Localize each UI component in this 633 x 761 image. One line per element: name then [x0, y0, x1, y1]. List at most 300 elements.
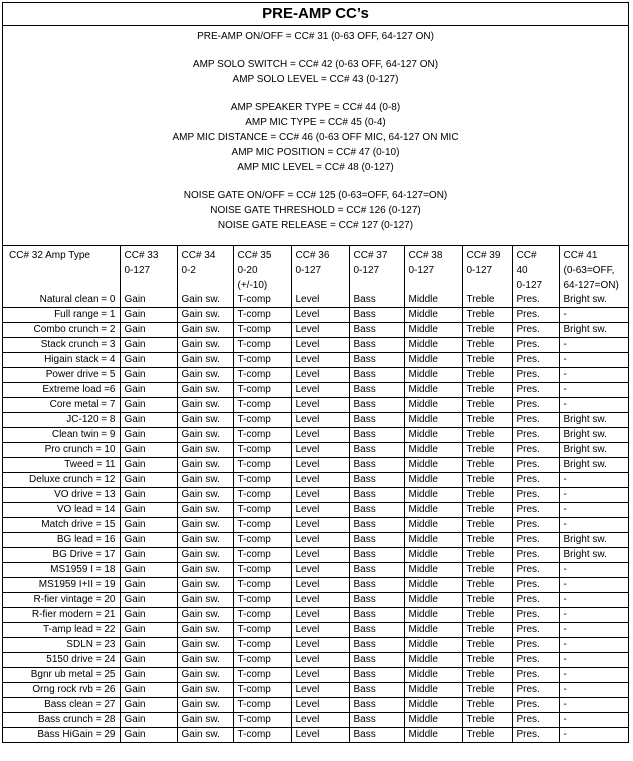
cc-info-block [3, 26, 628, 246]
amp-type-cell: MS1959 I+II = 19 [3, 578, 120, 593]
table-cell: Pres. [512, 503, 559, 518]
header-cell [120, 246, 177, 293]
table-cell: Middle [404, 488, 462, 503]
table-cell: T-comp [233, 638, 291, 653]
info-line: AMP MIC POSITION = CC# 47 (0-10) [231, 147, 400, 158]
table-cell: Level [291, 368, 349, 383]
table-cell: Bass [349, 503, 404, 518]
table-cell: Gain sw. [177, 638, 233, 653]
amp-type-cell: 5150 drive = 24 [3, 653, 120, 668]
table-row [3, 398, 628, 413]
table-row [3, 503, 628, 518]
preamp-cc-sheet [2, 2, 629, 743]
table-cell: Treble [462, 353, 512, 368]
table-cell: T-comp [233, 338, 291, 353]
header-line: CC# 34 [181, 250, 216, 261]
info-line: NOISE GATE THRESHOLD = CC# 126 (0-127) [210, 205, 421, 216]
table-row [3, 518, 628, 533]
table-cell: Gain [120, 353, 177, 368]
table-cell: Bass [349, 668, 404, 683]
table-cell: Bass [349, 308, 404, 323]
table-cell: Gain [120, 608, 177, 623]
amp-type-cell: BG Drive = 17 [3, 548, 120, 563]
table-cell: Gain sw. [177, 518, 233, 533]
table-cell: Gain sw. [177, 593, 233, 608]
table-cell: T-comp [233, 428, 291, 443]
header-line: 0-127 [466, 265, 493, 276]
table-row [3, 578, 628, 593]
table-row [3, 683, 628, 698]
amp-type-cell: Extreme load =6 [3, 383, 120, 398]
table-cell: Bass [349, 533, 404, 548]
table-cell: Pres. [512, 713, 559, 728]
table-cell: Treble [462, 443, 512, 458]
header-cell [233, 246, 291, 293]
table-cell: Gain [120, 458, 177, 473]
table-cell: - [559, 578, 628, 593]
header-line: CC# 36 [295, 250, 330, 261]
table-cell: - [559, 728, 628, 743]
header-cell [512, 246, 559, 293]
info-line: AMP SOLO SWITCH = CC# 42 (0-63 OFF, 64-127 ON) [192, 59, 439, 70]
header-line: CC# 33 [124, 250, 159, 261]
info-spacer [3, 44, 628, 57]
table-cell: Treble [462, 683, 512, 698]
table-cell: Treble [462, 308, 512, 323]
amp-type-cell: Bass clean = 27 [3, 698, 120, 713]
table-cell: Gain [120, 383, 177, 398]
amp-type-cell: Combo crunch = 2 [3, 323, 120, 338]
header-line: 64-127=ON) [563, 280, 619, 291]
amp-type-cell: Core metal = 7 [3, 398, 120, 413]
table-cell: Gain [120, 578, 177, 593]
info-line: PRE-AMP ON/OFF = CC# 31 (0-63 OFF, 64-127 ON) [197, 31, 434, 42]
amp-type-cell: JC-120 = 8 [3, 413, 120, 428]
table-cell: Middle [404, 728, 462, 743]
table-cell: Level [291, 338, 349, 353]
table-cell: Gain [120, 428, 177, 443]
table-cell: Gain sw. [177, 428, 233, 443]
table-cell: Level [291, 473, 349, 488]
table-cell: Middle [404, 368, 462, 383]
info-spacer [3, 87, 628, 100]
table-cell: Pres. [512, 338, 559, 353]
table-cell: Treble [462, 473, 512, 488]
table-cell: Middle [404, 518, 462, 533]
amp-type-cell: Stack crunch = 3 [3, 338, 120, 353]
header-row [3, 246, 628, 293]
table-cell: - [559, 608, 628, 623]
table-cell: Pres. [512, 548, 559, 563]
table-cell: Bass [349, 413, 404, 428]
table-cell: Gain sw. [177, 308, 233, 323]
table-cell: Bass [349, 683, 404, 698]
table-cell: T-comp [233, 563, 291, 578]
table-cell: Gain sw. [177, 398, 233, 413]
table-cell: Level [291, 683, 349, 698]
header-line: CC# 35 [237, 250, 272, 261]
table-cell: Pres. [512, 608, 559, 623]
table-cell: T-comp [233, 608, 291, 623]
table-cell: Pres. [512, 473, 559, 488]
table-cell: Level [291, 533, 349, 548]
table-row [3, 668, 628, 683]
table-cell: Gain sw. [177, 653, 233, 668]
table-cell: Gain [120, 713, 177, 728]
table-cell: Gain [120, 623, 177, 638]
amp-type-cell: Tweed = 11 [3, 458, 120, 473]
header-line: 0-127 [408, 265, 435, 276]
table-cell: Level [291, 638, 349, 653]
table-cell: Gain sw. [177, 608, 233, 623]
amp-type-cell: MS1959 I = 18 [3, 563, 120, 578]
table-cell: Treble [462, 368, 512, 383]
table-cell: T-comp [233, 653, 291, 668]
info-line: AMP SOLO LEVEL = CC# 43 (0-127) [232, 74, 399, 85]
table-cell: Middle [404, 713, 462, 728]
amp-type-cell: Bass crunch = 28 [3, 713, 120, 728]
table-cell: Bass [349, 383, 404, 398]
table-cell: Gain sw. [177, 668, 233, 683]
table-cell: Middle [404, 458, 462, 473]
table-row [3, 308, 628, 323]
header-line: 0-127 [516, 280, 543, 291]
table-cell: - [559, 473, 628, 488]
table-cell: Gain [120, 308, 177, 323]
table-cell: Level [291, 413, 349, 428]
table-cell: Level [291, 458, 349, 473]
info-line: NOISE GATE RELEASE = CC# 127 (0-127) [217, 220, 414, 231]
table-cell: Bass [349, 653, 404, 668]
table-cell: Gain [120, 683, 177, 698]
table-cell: Pres. [512, 458, 559, 473]
table-cell: - [559, 398, 628, 413]
header-cell [404, 246, 462, 293]
table-cell: Bass [349, 713, 404, 728]
header-line: 0-2 [181, 265, 196, 276]
table-cell: T-comp [233, 473, 291, 488]
table-cell: Bass [349, 608, 404, 623]
table-cell: Level [291, 668, 349, 683]
table-cell: Treble [462, 608, 512, 623]
table-cell: Pres. [512, 428, 559, 443]
table-cell: Treble [462, 623, 512, 638]
table-cell: Pres. [512, 413, 559, 428]
table-cell: Bass [349, 638, 404, 653]
header-line: (+/-10) [237, 280, 268, 291]
table-cell: Treble [462, 728, 512, 743]
table-row [3, 353, 628, 368]
table-cell: Treble [462, 293, 512, 308]
header-line: 0-20 [237, 265, 258, 276]
table-cell: T-comp [233, 578, 291, 593]
table-cell: Level [291, 578, 349, 593]
table-cell: Middle [404, 653, 462, 668]
table-cell: Gain [120, 548, 177, 563]
table-cell: Gain [120, 518, 177, 533]
table-cell: Bass [349, 338, 404, 353]
header-line: CC# [516, 250, 537, 261]
table-cell: - [559, 563, 628, 578]
table-cell: Gain sw. [177, 353, 233, 368]
table-row [3, 338, 628, 353]
table-row [3, 593, 628, 608]
table-cell: Bass [349, 458, 404, 473]
table-row [3, 443, 628, 458]
header-line: CC# 38 [408, 250, 443, 261]
table-cell: T-comp [233, 623, 291, 638]
table-cell: - [559, 488, 628, 503]
amp-type-cell: Natural clean = 0 [3, 293, 120, 308]
table-cell: Middle [404, 503, 462, 518]
table-cell: Bright sw. [559, 458, 628, 473]
table-cell: Level [291, 443, 349, 458]
table-cell: T-comp [233, 458, 291, 473]
table-cell: T-comp [233, 368, 291, 383]
table-cell: Middle [404, 668, 462, 683]
header-cell [3, 246, 120, 293]
table-cell: Gain sw. [177, 533, 233, 548]
table-cell: Gain [120, 488, 177, 503]
table-row [3, 383, 628, 398]
table-cell: T-comp [233, 398, 291, 413]
table-cell: Middle [404, 323, 462, 338]
table-cell: Pres. [512, 728, 559, 743]
table-row [3, 323, 628, 338]
table-cell: Level [291, 308, 349, 323]
table-cell: Gain sw. [177, 563, 233, 578]
table-cell: Gain sw. [177, 623, 233, 638]
table-row [3, 623, 628, 638]
table-cell: T-comp [233, 713, 291, 728]
table-cell: Gain [120, 503, 177, 518]
table-row [3, 548, 628, 563]
table-cell: Treble [462, 563, 512, 578]
table-cell: Gain sw. [177, 503, 233, 518]
table-row [3, 368, 628, 383]
amp-type-cell: Bgnr ub metal = 25 [3, 668, 120, 683]
amp-type-cell: Match drive = 15 [3, 518, 120, 533]
table-cell: - [559, 368, 628, 383]
table-cell: Level [291, 623, 349, 638]
table-cell: Pres. [512, 638, 559, 653]
amp-type-cell: VO lead = 14 [3, 503, 120, 518]
table-cell: Gain [120, 653, 177, 668]
table-cell: Bass [349, 428, 404, 443]
table-cell: Treble [462, 698, 512, 713]
header-cell [559, 246, 628, 293]
table-cell: - [559, 623, 628, 638]
table-cell: Pres. [512, 308, 559, 323]
info-line: NOISE GATE ON/OFF = CC# 125 (0-63=OFF, 64-127=ON) [183, 190, 448, 201]
table-cell: Bright sw. [559, 293, 628, 308]
table-cell: Pres. [512, 698, 559, 713]
table-cell: Pres. [512, 323, 559, 338]
table-row [3, 458, 628, 473]
table-cell: Pres. [512, 518, 559, 533]
table-cell: Pres. [512, 593, 559, 608]
info-line: AMP MIC LEVEL = CC# 48 (0-127) [237, 162, 394, 173]
table-cell: T-comp [233, 293, 291, 308]
table-cell: Gain [120, 293, 177, 308]
table-cell: Bass [349, 323, 404, 338]
table-cell: Level [291, 428, 349, 443]
table-cell: - [559, 668, 628, 683]
table-cell: Treble [462, 323, 512, 338]
header-cell [291, 246, 349, 293]
table-cell: Middle [404, 623, 462, 638]
table-cell: Treble [462, 428, 512, 443]
header-line: CC# 37 [353, 250, 388, 261]
table-cell: Gain [120, 728, 177, 743]
table-row [3, 698, 628, 713]
table-cell: Middle [404, 353, 462, 368]
table-cell: Bass [349, 353, 404, 368]
table-cell: Level [291, 383, 349, 398]
info-line: AMP SPEAKER TYPE = CC# 44 (0-8) [230, 102, 401, 113]
table-cell: Pres. [512, 353, 559, 368]
table-cell: Gain sw. [177, 443, 233, 458]
amp-type-cell: Higain stack = 4 [3, 353, 120, 368]
table-cell: Gain [120, 338, 177, 353]
table-cell: - [559, 698, 628, 713]
table-cell: Middle [404, 338, 462, 353]
amp-type-cell: VO drive = 13 [3, 488, 120, 503]
table-cell: Bright sw. [559, 548, 628, 563]
table-cell: Gain [120, 443, 177, 458]
table-cell: T-comp [233, 548, 291, 563]
table-cell: Gain [120, 368, 177, 383]
table-cell: Middle [404, 413, 462, 428]
table-cell: Bass [349, 473, 404, 488]
table-cell: Level [291, 488, 349, 503]
table-cell: - [559, 518, 628, 533]
table-cell: Treble [462, 518, 512, 533]
table-cell: Level [291, 713, 349, 728]
table-cell: Middle [404, 533, 462, 548]
header-line: 40 [516, 265, 528, 276]
table-cell: Treble [462, 713, 512, 728]
amp-type-cell: BG lead = 16 [3, 533, 120, 548]
table-cell: Treble [462, 533, 512, 548]
table-body [3, 293, 628, 742]
table-cell: Gain sw. [177, 578, 233, 593]
table-cell: Bass [349, 488, 404, 503]
table-cell: Middle [404, 698, 462, 713]
table-cell: Gain [120, 668, 177, 683]
table-cell: Gain sw. [177, 323, 233, 338]
table-cell: Bass [349, 578, 404, 593]
amp-type-table [3, 246, 628, 742]
table-cell: Gain [120, 413, 177, 428]
table-cell: Gain sw. [177, 368, 233, 383]
table-cell: Level [291, 518, 349, 533]
table-cell: Pres. [512, 533, 559, 548]
table-row [3, 488, 628, 503]
header-line: 0-127 [124, 265, 151, 276]
table-cell: Pres. [512, 683, 559, 698]
amp-type-cell: R-fier vintage = 20 [3, 593, 120, 608]
table-cell: Level [291, 293, 349, 308]
table-cell: T-comp [233, 683, 291, 698]
table-cell: Level [291, 353, 349, 368]
table-cell: Treble [462, 668, 512, 683]
table-cell: Middle [404, 548, 462, 563]
table-cell: - [559, 593, 628, 608]
table-cell: Bright sw. [559, 413, 628, 428]
table-cell: Bass [349, 293, 404, 308]
table-cell: Middle [404, 563, 462, 578]
table-cell: Bass [349, 518, 404, 533]
info-line: AMP MIC DISTANCE = CC# 46 (0-63 OFF MIC, 64-127 ON MIC [172, 132, 459, 143]
header-line: CC# 41 [563, 250, 598, 261]
amp-type-cell: Bass HiGain = 29 [3, 728, 120, 743]
table-row [3, 638, 628, 653]
table-cell: Middle [404, 578, 462, 593]
amp-type-cell: Orng rock rvb = 26 [3, 683, 120, 698]
table-cell: Treble [462, 578, 512, 593]
table-row [3, 428, 628, 443]
table-cell: Pres. [512, 623, 559, 638]
table-cell: T-comp [233, 503, 291, 518]
amp-type-cell: T-amp lead = 22 [3, 623, 120, 638]
table-cell: Level [291, 593, 349, 608]
table-cell: T-comp [233, 308, 291, 323]
table-cell: Treble [462, 593, 512, 608]
table-cell: Gain sw. [177, 338, 233, 353]
table-cell: Bright sw. [559, 533, 628, 548]
table-cell: Middle [404, 293, 462, 308]
amp-type-cell: Power drive = 5 [3, 368, 120, 383]
amp-type-cell: R-fier modern = 21 [3, 608, 120, 623]
table-cell: Gain sw. [177, 383, 233, 398]
table-cell: Level [291, 728, 349, 743]
table-cell: Level [291, 608, 349, 623]
header-line: 0-127 [295, 265, 322, 276]
table-cell: Pres. [512, 668, 559, 683]
header-line: CC# 32 Amp Type [9, 250, 90, 261]
table-cell: - [559, 653, 628, 668]
table-cell: Gain [120, 533, 177, 548]
table-cell: Pres. [512, 398, 559, 413]
header-cell [462, 246, 512, 293]
table-cell: Middle [404, 308, 462, 323]
table-cell: Gain sw. [177, 548, 233, 563]
table-cell: Gain sw. [177, 458, 233, 473]
table-cell: Middle [404, 383, 462, 398]
table-cell: T-comp [233, 353, 291, 368]
header-cell [349, 246, 404, 293]
table-cell: Gain [120, 698, 177, 713]
header-cell [177, 246, 233, 293]
table-cell: Bass [349, 728, 404, 743]
table-cell: Bright sw. [559, 323, 628, 338]
table-cell: Gain sw. [177, 473, 233, 488]
header-line: (0-63=OFF, [563, 265, 615, 276]
table-cell: Pres. [512, 488, 559, 503]
header-line: 0-127 [353, 265, 380, 276]
table-cell: Gain sw. [177, 293, 233, 308]
amp-type-cell: SDLN = 23 [3, 638, 120, 653]
table-row [3, 473, 628, 488]
table-cell: Level [291, 653, 349, 668]
table-cell: Gain [120, 398, 177, 413]
table-cell: Gain sw. [177, 413, 233, 428]
table-header [3, 246, 628, 293]
table-cell: Gain sw. [177, 713, 233, 728]
table-cell: Gain [120, 563, 177, 578]
table-cell: Treble [462, 458, 512, 473]
